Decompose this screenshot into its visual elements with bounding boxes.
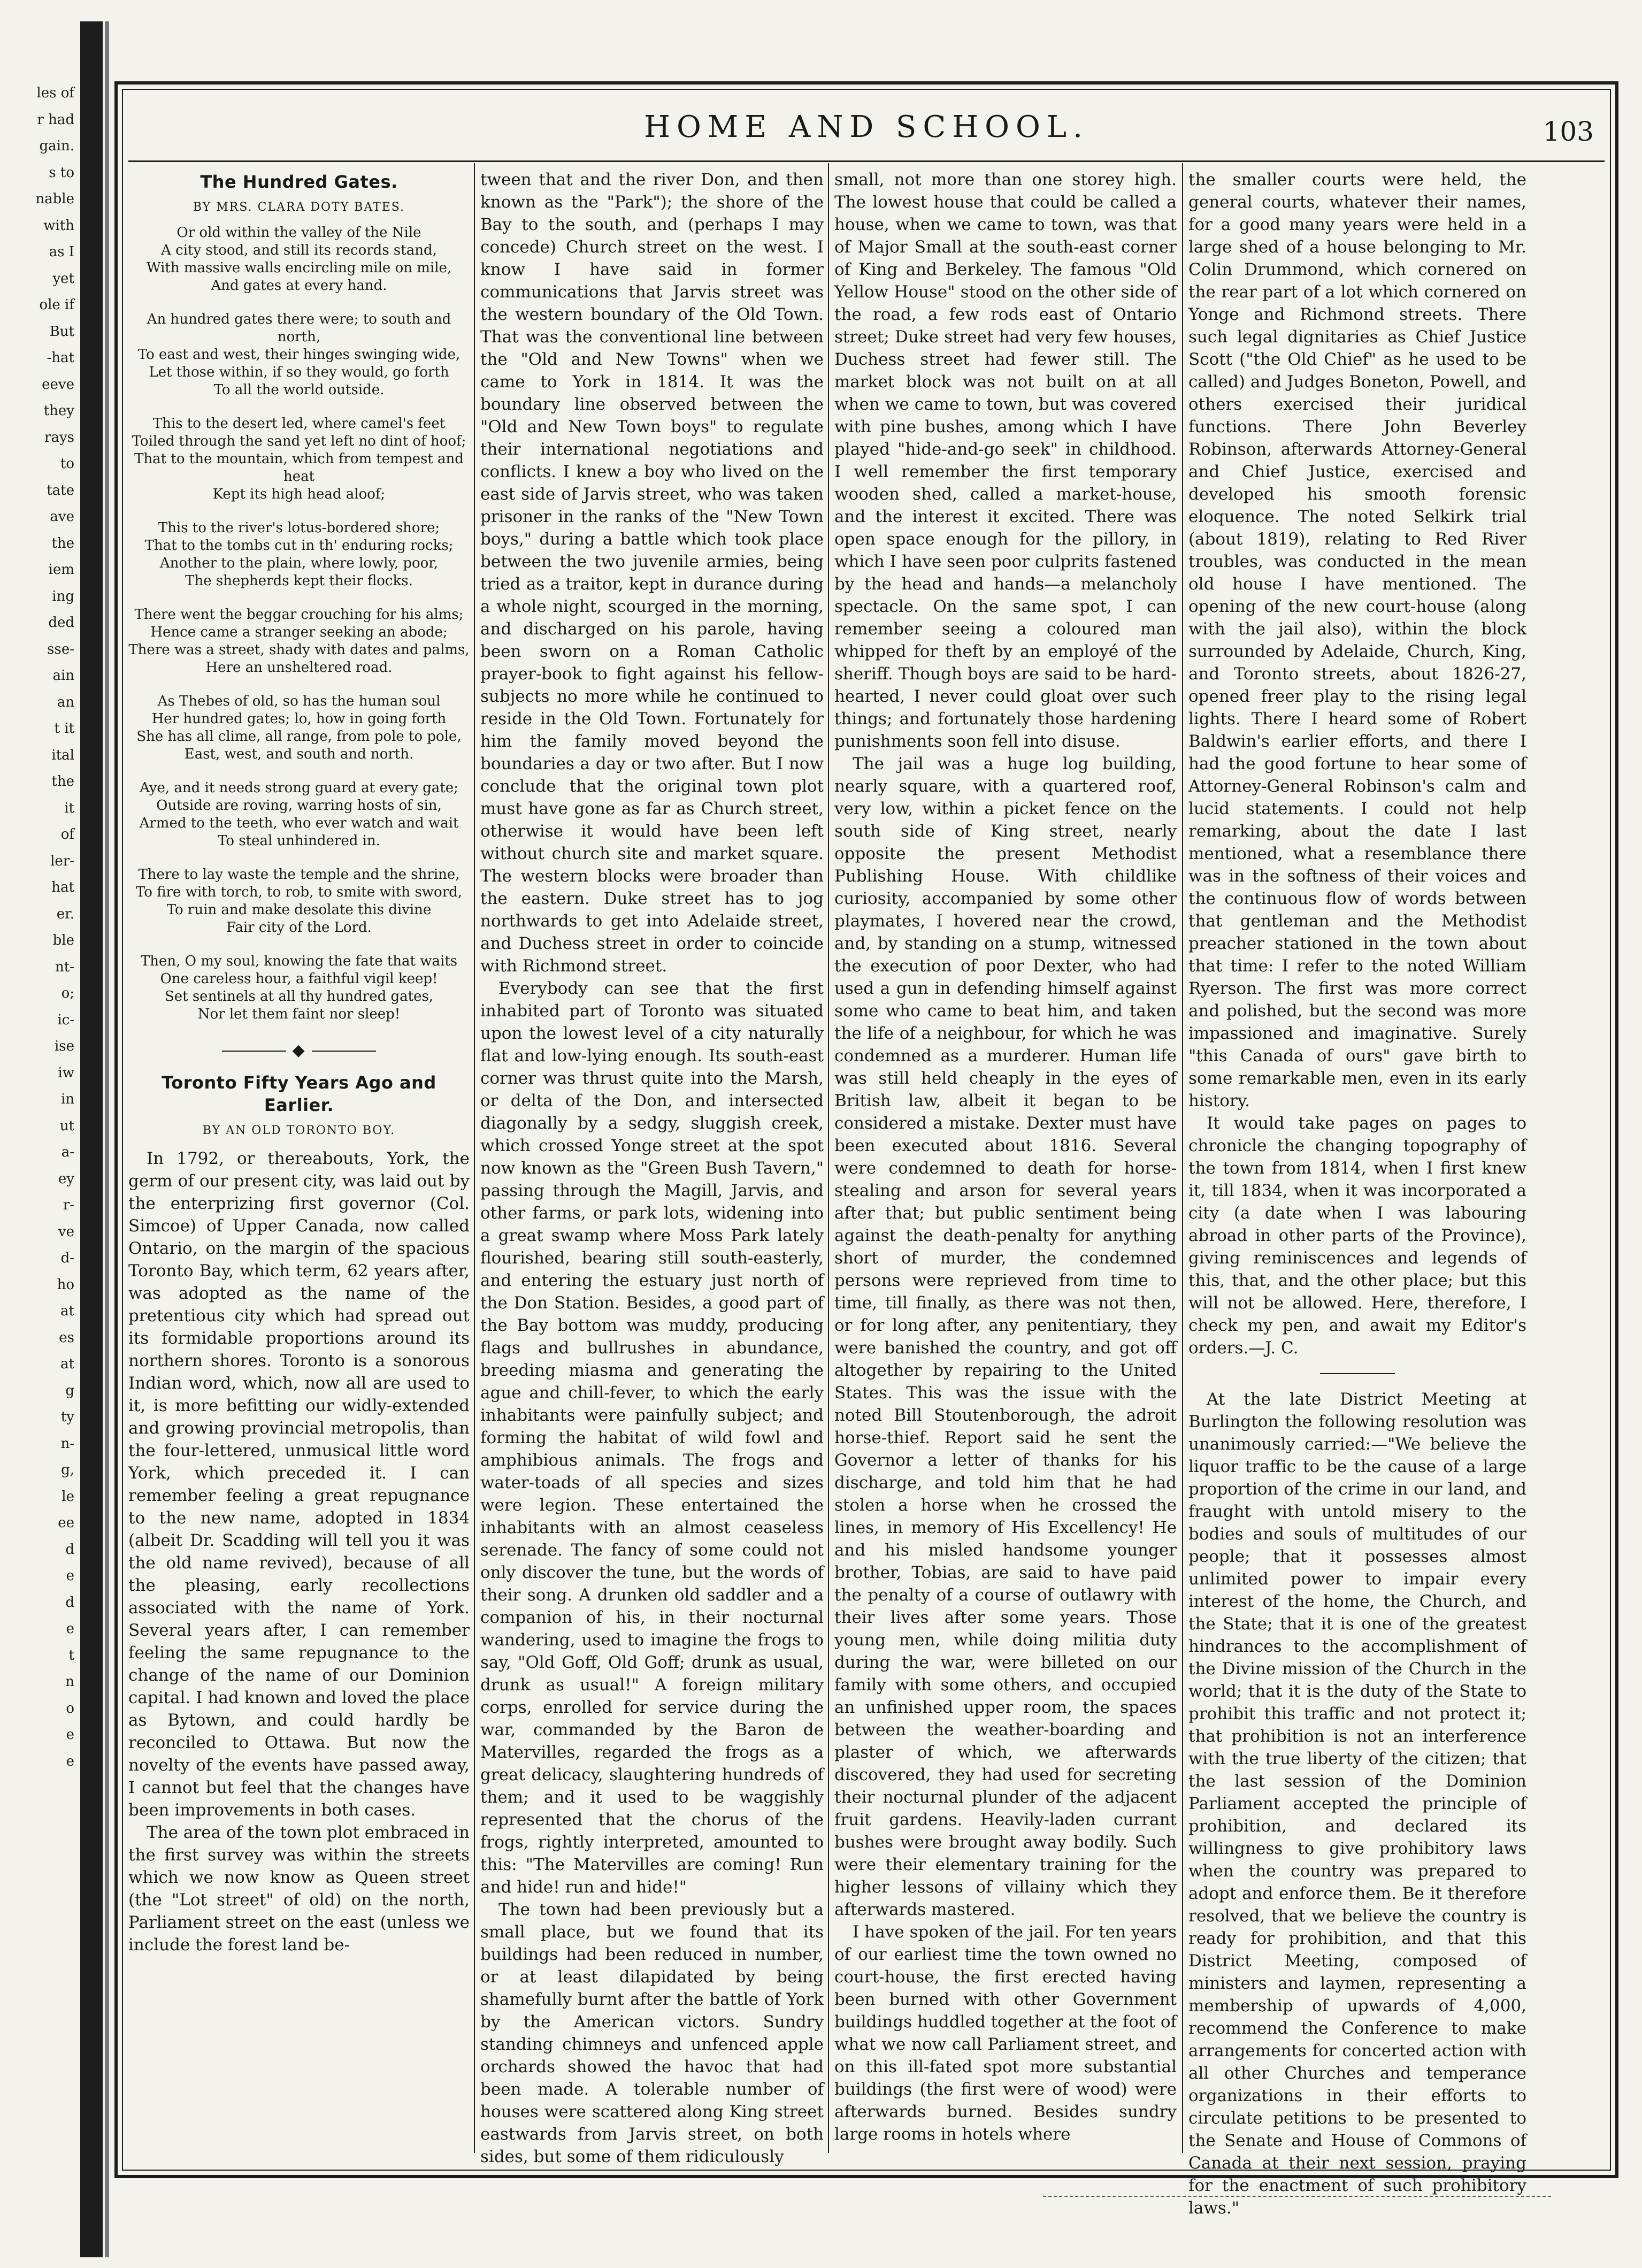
margin-fragment: ise xyxy=(54,1038,74,1054)
article-byline: BY AN OLD TORONTO BOY. xyxy=(202,1124,396,1137)
margin-fragment: sse- xyxy=(47,641,74,657)
poem-line: A city stood, and still its records stand, xyxy=(161,242,437,258)
margin-fragment: ain xyxy=(52,668,74,684)
column-1 xyxy=(128,168,470,2148)
poem-line: Her hundred gates; lo, how in going forth xyxy=(151,711,447,727)
poem-line: To east and west, their hinges swinging wide, xyxy=(137,347,461,363)
page-number: 103 xyxy=(1543,116,1594,147)
margin-fragment: the xyxy=(51,773,74,790)
margin-fragment: of xyxy=(60,826,74,842)
poem-stanza xyxy=(128,224,470,295)
margin-fragment: at xyxy=(60,1356,74,1372)
margin-fragment: ble xyxy=(52,932,74,948)
poem-line: Set sentinels at all thy hundred gates, xyxy=(164,989,434,1005)
paragraph: In 1792, or thereabouts, York, the germ of our present city, was laid out by the enterprizing first governor (Col. Simcoe) of Upper Canada, now called Ontario, on the margin of the spacious Toronto Bay, which term, 62 years after, was adopted as the name of the pretentious city which had spread out its formidable proportions around its northern shores. Toronto is a sonorous Indian word, which, now all are used to it, is more befitting our widly-extended and growing provincial metropolis, than the four-lettered, unmusical little word York, which preceded it. I can remember feeling a great repugnance to the new name, adopted in 1834 (albeit Dr. Scadding will tell you it was the old name revived), because of all the pleasing, early recollections associated with the name of York. Several years after, I can remember feeling the same repugnance to the change of the name of our Dominion capital. I had known and loved the place as Bytown, and could hardly be reconciled to Ottawa. But now the novelty of the events have passed away, I cannot but feel that the changes have been improvements in both cases. xyxy=(128,1149,470,1820)
margin-fragment: iw xyxy=(58,1064,74,1081)
paragraph: small, not more than one storey high. The lowest house that could be called a house, when we came to town, was that of Major Small at the south-east corner of King and Berkeley. The famous "Old Yellow House" stood on the other side of the road, a few rods east of Ontario street; Duke street had very few houses, Duchess street had fewer still. The market block was not built on at all when we came to town, but was covered with pine bushes, among which I have played "hide-and-go seek" in childhood. I well remember the first temporary wooden shed, called a market-house, and the interest it excited. There was open space enough for the pillory, in which I have seen poor culprits fastened by the head and hands—a melancholy spectacle. On the same spot, I can remember seeing a coloured man whipped for theft by an employé of the sheriff. Though boys are said to be hard-hearted, I never could gloat over such things; and fortunately those hardening punishments soon fell into disuse. xyxy=(834,170,1177,751)
poem-stanza xyxy=(128,693,470,763)
margin-fragment: it xyxy=(64,800,74,816)
margin-fragment: g, xyxy=(61,1462,74,1478)
margin-fragment: eeve xyxy=(42,376,74,393)
margin-fragment: hat xyxy=(51,879,74,895)
margin-fragment: ve xyxy=(58,1223,74,1240)
margin-fragment: rays xyxy=(44,429,74,446)
margin-fragment: ing xyxy=(52,588,74,604)
margin-fragment: ded xyxy=(48,615,74,631)
margin-fragment: tate xyxy=(47,482,74,499)
article-title: Toronto Fifty Years Ago and Earlier. xyxy=(162,1072,436,1115)
poem-line: That to the mountain, which from tempest and heat xyxy=(134,451,464,485)
running-head: HOME AND SCHOOL. xyxy=(644,110,1089,144)
poem-line: She has all clime, all range, from pole to pole, xyxy=(136,729,462,745)
margin-fragment: d xyxy=(65,1541,74,1558)
paragraph: I have spoken of the jail. For ten years of our earliest time the town owned no court-house, the first erected having been burned with other Government buildings huddled together at the foot of what we now call Parliament street, and on this ill-fated spot more substantial buildings (the first were of wood) were afterwards burned. Besides sundry large rooms in hotels where xyxy=(834,1922,1177,2144)
poem-line: Hence came a stranger seeking an abode; xyxy=(150,624,448,640)
poem-line: To fire with torch, to rob, to smite with sword, xyxy=(135,884,463,900)
previous-page-fragments xyxy=(0,80,78,2166)
margin-fragment: yet xyxy=(52,270,74,287)
margin-fragment: an xyxy=(57,694,74,710)
poem-stanza xyxy=(128,519,470,590)
margin-fragment: le xyxy=(62,1488,74,1505)
poem-line: The shepherds kept their flocks. xyxy=(185,573,413,589)
margin-fragment: ty xyxy=(60,1409,74,1425)
margin-fragment: ave xyxy=(50,509,74,525)
binding-shadow xyxy=(80,21,103,2257)
poem-line: Another to the plain, where lowly, poor, xyxy=(159,555,439,571)
margin-fragment: in xyxy=(60,1091,74,1107)
margin-fragment: g xyxy=(65,1382,74,1399)
poem-line: There to lay waste the temple and the shrine, xyxy=(138,867,460,883)
poem-line: To all the world outside. xyxy=(213,382,385,398)
margin-fragment: at xyxy=(60,1303,74,1319)
poem-byline: BY MRS. CLARA DOTY BATES. xyxy=(193,201,405,214)
column-rule xyxy=(474,163,475,2153)
margin-fragment: gain. xyxy=(39,138,74,154)
poem-line: An hundred gates there were; to south and north, xyxy=(147,311,451,345)
margin-fragment: e xyxy=(66,1753,74,1769)
section-rule xyxy=(1320,1373,1395,1374)
poem-line: Then, O my soul, knowing the fate that waits xyxy=(140,953,458,969)
binding-edge xyxy=(105,21,109,2257)
poem-line: There was a street, shady with dates and palms, xyxy=(128,642,470,658)
header-rule xyxy=(128,160,1605,162)
margin-fragment: r had xyxy=(37,111,74,128)
poem-stanza xyxy=(128,606,470,677)
column-rule xyxy=(828,163,829,2153)
poem-line: Toiled through the sand yet left no dint of hoof; xyxy=(132,433,466,449)
column-4 xyxy=(1188,168,1526,2218)
margin-fragment: ee xyxy=(58,1515,74,1531)
page-header xyxy=(128,110,1605,158)
poem-line: East, west, and south and north. xyxy=(184,746,414,762)
margin-fragment: o xyxy=(66,1700,74,1717)
resolution-paragraph: At the late District Meeting at Burlington the following resolution was unanimously carried:—"We believe the liquor traffic to be the cause of a large proportion of the crime in our land, and fraught with untold misery to the bodies and souls of multitudes of our people; that it possesses almost unlimited power to impair every interest of the home, the Church, and the State; that it is one of the greatest hindrances to the accomplishment of the Divine mission of the Church in the world; that it is the duty of the State to prohibit this traffic and not protect it; that prohibition is not an interference with the true liberty of the citizen; that the last session of the Dominion Parliament accepted the principle of prohibition, and declared its willingness to give prohibitory laws when the country was prepared to adopt and enforce them. Be it therefore resolved, that we believe the country is ready for prohibition, and that this District Meeting, composed of ministers and laymen, representing a membership of upwards of 4,000, recommend the Conference to make arrangements for concerted action with all other Churches and temperance organizations in their efforts to circulate petitions to be presented to the Senate and House of Commons of Canada at their next session, praying for the enactment of such prohibitory laws." xyxy=(1188,1390,1526,2218)
margin-fragment: to xyxy=(60,456,74,472)
poem-line: Or old within the valley of the Nile xyxy=(177,225,421,241)
margin-fragment: e xyxy=(66,1568,74,1584)
column-rule xyxy=(1182,163,1183,2153)
paragraph: the smaller courts were held, the general courts, whatever their names, for a good many years were held in a large shed of a house belonging to Mr. Colin Drummond, which cornered on the rear part of a lot which cornered on Yonge and Richmond streets. There such legal dignitaries as Chief Justice Scott ("the Old Chief" as he used to be called) and Judges Boneton, Powell, and others exercised their juridical functions. There John Beverley Robinson, afterwards Attorney-General and Chief Justice, exercised and developed his smooth forensic eloquence. The noted Selkirk trial (about 1819), relating to Red River troubles, was conducted in the mean old house I have mentioned. The opening of the new court-house (along with the jail also), within the block surrounded by Adelaide, Church, King, and Toronto streets, about 1826-27, opened freer play to the rising legal lights. There I heard some of Robert Baldwin's earlier efforts, and there I had the good fortune to hear some of Attorney-General Robinson's calm and lucid statements. I could not help remarking, about the date I last mentioned, what a resemblance there was in the softness of their voices and the continuous flow of words between that gentleman and the Methodist preacher stationed in the town about that time: I refer to the noted William Ryerson. The first was more correct and polished, but the second was more impassioned and imaginative. Surely "this Canada of ours" gave birth to some remarkable men, even in its early history. xyxy=(1188,170,1526,1110)
poem-line: To ruin and make desolate this divine xyxy=(166,902,432,918)
margin-fragment: r- xyxy=(63,1197,74,1213)
poem-line: This to the desert led, where camel's feet xyxy=(152,416,446,432)
margin-fragment: e xyxy=(66,1621,74,1637)
poem-stanza xyxy=(128,311,470,399)
paragraph: The area of the town plot embraced in the first survey was within the streets which we now know as Queen street (the "Lot street" of old) on the north, Parliament street on the east (unless we include the forest land be- xyxy=(128,1823,470,1955)
section-ornament: ◆ xyxy=(128,1039,470,1062)
paragraph: It would take pages on pages to chronicle the changing topography of the town from 1814, when I first knew it, till 1834, when it was incorporated a city (a date when I was labouring abroad in other parts of the Province), giving reminiscences and legends of this, that, and the other place; but this will not be allowed. Here, therefore, I check my pen, and await my Editor's orders.—J. C. xyxy=(1188,1114,1526,1358)
margin-fragment: n xyxy=(65,1674,74,1690)
margin-fragment: ho xyxy=(57,1276,74,1293)
poem-line: Aye, and it needs strong guard at every gate; xyxy=(140,780,458,796)
margin-fragment: nable xyxy=(35,191,74,207)
margin-fragment: les of xyxy=(36,85,74,101)
poem-line: This to the river's lotus-bordered shore; xyxy=(158,520,440,536)
poem-line: Kept its high head aloof; xyxy=(212,486,386,502)
poem-stanza xyxy=(128,779,470,850)
margin-fragment: n- xyxy=(60,1435,74,1452)
poem-line: As Thebes of old, so has the human soul xyxy=(157,693,441,709)
poem-line: That to the tombs cut in th' enduring rocks; xyxy=(144,538,454,554)
margin-fragment: d- xyxy=(60,1250,74,1266)
margin-fragment: the xyxy=(51,535,74,551)
poem-line: To steal unhindered in. xyxy=(218,833,380,849)
margin-fragment: -hat xyxy=(47,350,74,366)
paragraph: The jail was a huge log building, nearly square, with a quartered roof, very low, within a picket fence on the south side of King street, nearly opposite the present Methodist Publishing House. With childlike curiosity, accompanied by some other playmates, I hovered near the crowd, and, by standing on a stump, witnessed the execution of poor Dexter, who had used a gun in defending himself against some who came to beat him, and taken the life of a neighbour, for which he was condemned as a murderer. Human life was still held cheaply in the eyes of British law, albeit it began to be considered a mistake. Dexter must have been executed about 1816. Several were condemned to death for horse-stealing and arson for several years after that; but public sentiment being against the death-penalty for anything short of murder, the condemned persons were reprieved from time to time, till finally, as there was not then, or for long after, any penitentiary, they were banished the country, and got off altogether by repairing to the United States. This was the issue with the noted Bill Stoutenborough, the adroit horse-thief. Report said he sent the Governor a letter of thanks for his discharge, and told him that he had stolen a horse when he crossed the lines, in memory of His Excellency! He and his misled handsome younger brother, Tobias, are said to have paid the penalty of a course of outlawry with their lives after some years. Those young men, while doing militia duty during the war, were billeted on our family with some others, and occupied an unfinished upper room, the spaces between the weather-boarding and plaster of which, we afterwards discovered, they had used for secreting their nocturnal plunder of the adjacent fruit gardens. Heavily-laden currant bushes were brought away bodily. Such were their elementary training for the higher lessons of villainy which they afterwards mastered. xyxy=(834,754,1177,1919)
poem-stanza xyxy=(128,866,470,937)
margin-fragment: es xyxy=(59,1329,74,1346)
poem-stanza xyxy=(128,953,470,1023)
margin-fragment: ole if xyxy=(39,297,74,313)
column-3 xyxy=(834,168,1177,2148)
margin-fragment: ey xyxy=(58,1170,74,1187)
margin-fragment: they xyxy=(43,403,74,419)
margin-fragment: ic- xyxy=(57,1012,74,1028)
margin-fragment: ut xyxy=(59,1117,74,1134)
poem-line: Let those within, if so they would, go forth xyxy=(149,364,449,380)
margin-fragment: t xyxy=(68,1647,74,1664)
margin-fragment: ler- xyxy=(50,853,74,869)
margin-fragment: d xyxy=(65,1594,74,1611)
poem-line: Armed to the teeth, who ever watch and wait xyxy=(139,815,459,831)
margin-fragment: t it xyxy=(54,721,74,737)
margin-fragment: ital xyxy=(51,747,74,763)
poem-body xyxy=(128,224,470,1023)
paragraph: The town had been previously but a small place, but we found that its buildings had been reduced in number, or at least dilapidated by being shamefully burnt after the battle of York by the American victors. Sundry standing chimneys and unfenced apple orchards showed the havoc that had been made. A tolerable number of houses were scattered along King street eastwards from Jarvis street, on both sides, but some of them ridiculously xyxy=(480,1900,824,2166)
column-2 xyxy=(480,168,824,2166)
margin-fragment: o; xyxy=(61,985,74,1001)
poem-line: With massive walls encircling mile on mile, xyxy=(146,260,452,276)
poem-line: And gates at every hand. xyxy=(211,278,387,294)
margin-fragment: er. xyxy=(56,906,74,922)
margin-fragment: But xyxy=(49,323,74,340)
poem-line: There went the beggar crouching for his alms; xyxy=(134,607,464,623)
margin-fragment: with xyxy=(43,217,74,234)
poem-line: Here an unsheltered road. xyxy=(205,660,393,676)
poem-line: Nor let them faint nor sleep! xyxy=(197,1006,401,1022)
margin-fragment: nt- xyxy=(55,959,74,975)
poem-title: The Hundred Gates. xyxy=(200,172,398,192)
margin-fragment: iem xyxy=(48,562,74,578)
margin-fragment: a- xyxy=(61,1144,74,1160)
paragraph: Everybody can see that the first inhabited part of Toronto was situated upon the lowest level of a city naturally flat and low-lying enough. Its south-east corner was thrust quite into the Marsh, or delta of the Don, and intersected diagonally by a sedgy, sluggish creek, which crossed Yonge street at the spot now known as the "Green Bush Tavern," passing through the Magill, Jarvis, and other farms, or park lots, widening into a great swamp where Moss Park lately flourished, bearing still south-easterly, and entering the estuary just north of the Don Station. Besides, a good part of the Bay bottom was muddy, producing flags and bullrushes in abundance, breeding miasma and generating the ague and chill-fever, to which the early inhabitants were painfully subject; and forming the habitat of wild fowl and amphibious animals. The frogs and water-toads of all species and sizes were legion. These entertained the inhabitants with an almost ceaseless serenade. The fancy of some could not only discover the tune, but the words of their song. A drunken old saddler and a companion of his, in their nocturnal wandering, used to imagine the frogs to say, "Old Goff, Old Goff; drunk as usual, drunk as usual!" A foreign military corps, enrolled for service during the war, commanded by the Baron de Matervilles, regarded the frogs as a great delicacy, slaughtering hundreds of them; and it used to be waggishly represented that the chorus of the frogs, rightly interpreted, amounted to this: "The Matervilles are coming! Run and hide! run and hide!" xyxy=(480,979,824,1897)
article-column-1 xyxy=(128,1147,470,1956)
margin-fragment: s to xyxy=(49,164,74,181)
paragraph: tween that and the river Don, and then known as the "Park"); the shore of the Bay to the south, and (perhaps I may concede) Church street on the west. I know I have said in former communications that Jarvis street was the western boundary of the Old Town. That was the conventional line between the "Old and New Towns" when we came to York in 1814. It was the boundary line observed between the "Old and New Town boys" to regulate their international negotiations and conflicts. I knew a boy who lived on the east side of Jarvis street, who was taken prisoner in the ranks of the "New Town boys," during a battle which took place between the two juvenile armies, being tried as a traitor, kept in durance during a whole night, scourged in the morning, and discharged on his parole, having been sworn on a Roman Catholic prayer-book to fight against his fellow-subjects no more while he continued to reside in the Old Town. Fortunately for him the family moved beyond the boundaries a day or two after. But I now conclude that the original town plot must have gone as far as Church street, otherwise it would have been left without church site and market square. The western blocks were broader than the eastern. Duke street has to jog northwards to get into Adelaide street, and Duchess street in order to coincide with Richmond street. xyxy=(480,170,824,976)
poem-line: One careless hour, a faithful vigil keep! xyxy=(160,971,438,987)
poem-line: Fair city of the Lord. xyxy=(226,920,372,936)
margin-fragment: as I xyxy=(49,244,74,260)
poem-line: Outside are roving, warring hosts of sin, xyxy=(156,798,442,814)
poem-stanza xyxy=(128,415,470,503)
scan-artifact xyxy=(1043,2196,1551,2197)
margin-fragment: e xyxy=(66,1727,74,1743)
